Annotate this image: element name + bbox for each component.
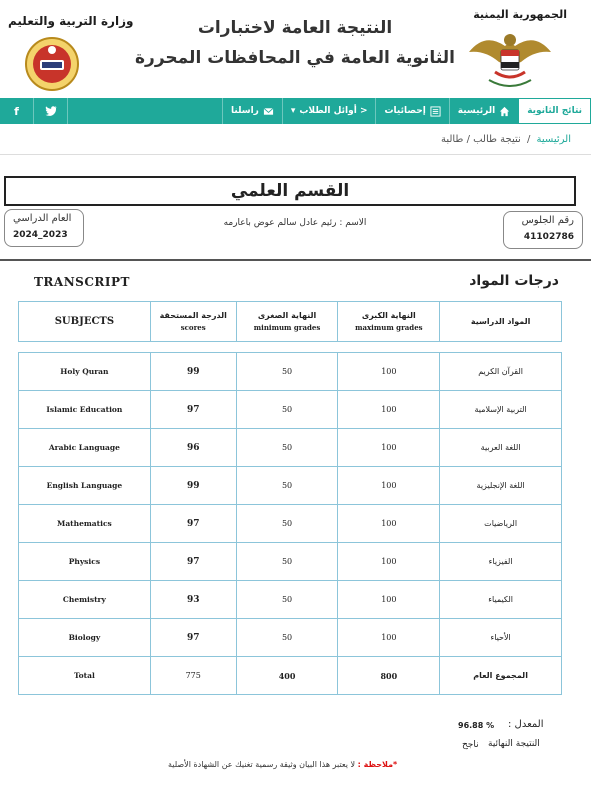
transcript-title: TRANSCRIPT: [34, 275, 130, 289]
gap-cell: [440, 342, 562, 353]
header-min: [236, 302, 338, 342]
header-subject-ar: [440, 302, 562, 342]
seat-number-value: 41102786: [523, 232, 574, 242]
subject-ar: الفيزياء: [440, 543, 562, 581]
stats-icon: [430, 106, 441, 117]
subject-min: 50: [236, 543, 338, 581]
subject-ar: التربية الإسلامية: [440, 391, 562, 429]
subject-max: 100: [338, 467, 440, 505]
social-links: [0, 98, 68, 124]
seat-number-label: رقم الجلوس: [521, 215, 574, 226]
home-icon: [499, 106, 510, 117]
subject-score: 99: [150, 353, 236, 391]
breadcrumb-home-link[interactable]: الرئيسية: [536, 134, 571, 145]
subject-max: 100: [338, 581, 440, 619]
grades-title: درجات المواد: [469, 273, 559, 289]
gap-cell: [150, 342, 236, 353]
header-scores-ar: الدرجة المستحقة: [159, 310, 227, 320]
section-title: القسم العلمي: [230, 181, 350, 201]
total-score: 775: [150, 657, 236, 695]
header-max: [338, 302, 440, 342]
main-navbar: [0, 98, 591, 124]
subject-en: Biology: [19, 619, 151, 657]
subject-ar: اللغة العربية: [440, 429, 562, 467]
total-en: Total: [19, 657, 151, 695]
subject-max: 100: [338, 619, 440, 657]
header-max-ar: النهاية الكبرى: [361, 310, 416, 320]
subject-ar: القرآن الكريم: [440, 353, 562, 391]
subject-min: 50: [236, 429, 338, 467]
header-subject-ar-label: المواد الدراسية: [470, 316, 531, 326]
subject-min: 50: [236, 581, 338, 619]
table-row: [19, 543, 562, 581]
total-max: 800: [338, 657, 440, 695]
republic-name: الجمهورية اليمنية: [473, 8, 567, 21]
subject-en: Mathematics: [19, 505, 151, 543]
gap-cell: [19, 342, 151, 353]
subject-en: English Language: [19, 467, 151, 505]
breadcrumb: [441, 134, 571, 145]
twitter-icon[interactable]: [34, 98, 68, 124]
subject-max: 100: [338, 505, 440, 543]
seat-number-box: [503, 211, 583, 249]
nav-item-label: < أوائل الطلاب: [299, 106, 368, 116]
subject-score: 97: [150, 391, 236, 429]
subject-score: 97: [150, 505, 236, 543]
subject-min: 50: [236, 619, 338, 657]
page-title-line2: الثانوية العامة في المحافظات المحررة: [135, 48, 455, 68]
subject-max: 100: [338, 391, 440, 429]
subject-ar: الرياضيات: [440, 505, 562, 543]
subject-score: 99: [150, 467, 236, 505]
nav-item-statistics[interactable]: [375, 98, 448, 124]
page-header: [0, 0, 591, 98]
subject-score: 93: [150, 581, 236, 619]
subject-en: Physics: [19, 543, 151, 581]
ministry-logo: [24, 36, 80, 92]
subject-ar: الأحياء: [440, 619, 562, 657]
subject-en: Holy Quran: [19, 353, 151, 391]
table-header-row: [19, 302, 562, 342]
header-min-ar: النهاية الصغرى: [257, 310, 317, 320]
subject-max: 100: [338, 429, 440, 467]
average-label: المعدل :: [508, 719, 544, 730]
gap-cell: [338, 342, 440, 353]
nav-item-secondary-results[interactable]: [518, 98, 591, 124]
nav-item-label: إحصائيات: [384, 106, 426, 116]
subject-en: Chemistry: [19, 581, 151, 619]
nav-item-label: راسلنا: [231, 106, 259, 116]
subject-ar: اللغة الإنجليزية: [440, 467, 562, 505]
note-label: *ملاحظة :: [357, 760, 398, 769]
table-row: [19, 505, 562, 543]
nav-item-contact[interactable]: [222, 98, 282, 124]
twitter-bird-icon: [45, 106, 57, 116]
section-title-box: [4, 176, 576, 206]
subject-min: 50: [236, 505, 338, 543]
table-row: [19, 391, 562, 429]
grades-table-body: [19, 353, 562, 695]
ministry-name: وزارة التربية والتعليم: [8, 14, 134, 28]
note-text: لا يعتبر هذا البيان وثيقة رسمية تغنيك عن الشهادة الأصلية: [168, 760, 356, 769]
subject-max: 100: [338, 543, 440, 581]
academic-year-value: 2024_2023: [13, 230, 68, 240]
academic-year-label: العام الدراسي: [13, 213, 72, 224]
subject-min: 50: [236, 353, 338, 391]
subject-score: 96: [150, 429, 236, 467]
total-min: 400: [236, 657, 338, 695]
final-result-value: ناجح: [462, 740, 479, 750]
subject-score: 97: [150, 543, 236, 581]
caret-down-icon: ▾: [290, 106, 296, 116]
header-max-en: maximum grades: [355, 322, 423, 332]
table-row: [19, 429, 562, 467]
header-min-en: minimum grades: [253, 322, 321, 332]
yemen-emblem: [465, 22, 555, 94]
divider: [0, 259, 591, 261]
average-value: 96.88 %: [458, 721, 495, 730]
divider: [0, 154, 591, 155]
subject-min: 50: [236, 391, 338, 429]
header-scores: [150, 302, 236, 342]
header-scores-en: scores: [180, 322, 206, 332]
academic-year-box: [4, 209, 84, 247]
subject-ar: الكيمياء: [440, 581, 562, 619]
page-title-line1: النتيجة العامة لاختبارات: [197, 18, 393, 38]
nav-item-label: نتائج الثانوية: [527, 106, 582, 116]
table-row: [19, 353, 562, 391]
nav-item-label: الرئيسية: [457, 106, 496, 116]
table-row: [19, 619, 562, 657]
total-row: [19, 657, 562, 695]
subject-max: 100: [338, 353, 440, 391]
facebook-icon[interactable]: f: [0, 98, 34, 124]
grades-table: [18, 301, 562, 695]
table-row: [19, 581, 562, 619]
breadcrumb-current: نتيجة طالب / طالبة: [440, 134, 521, 145]
nav-item-home[interactable]: [449, 98, 518, 124]
gap-cell: [236, 342, 338, 353]
subject-min: 50: [236, 467, 338, 505]
mail-icon: [263, 106, 274, 117]
subject-score: 97: [150, 619, 236, 657]
table-gap-row: [19, 342, 562, 353]
total-ar: المجموع العام: [440, 657, 562, 695]
student-name: الاسم : رئيم عادل سالم عوض باعارمه: [223, 218, 367, 228]
header-subjects-en: SUBJECTS: [19, 302, 151, 342]
table-row: [19, 467, 562, 505]
nav-item-top-students[interactable]: [282, 98, 376, 124]
disclaimer-note: [168, 760, 397, 769]
final-result-label: النتيجة النهائية: [488, 739, 540, 749]
subject-en: Arabic Language: [19, 429, 151, 467]
subject-en: Islamic Education: [19, 391, 151, 429]
breadcrumb-separator: /: [526, 134, 531, 145]
